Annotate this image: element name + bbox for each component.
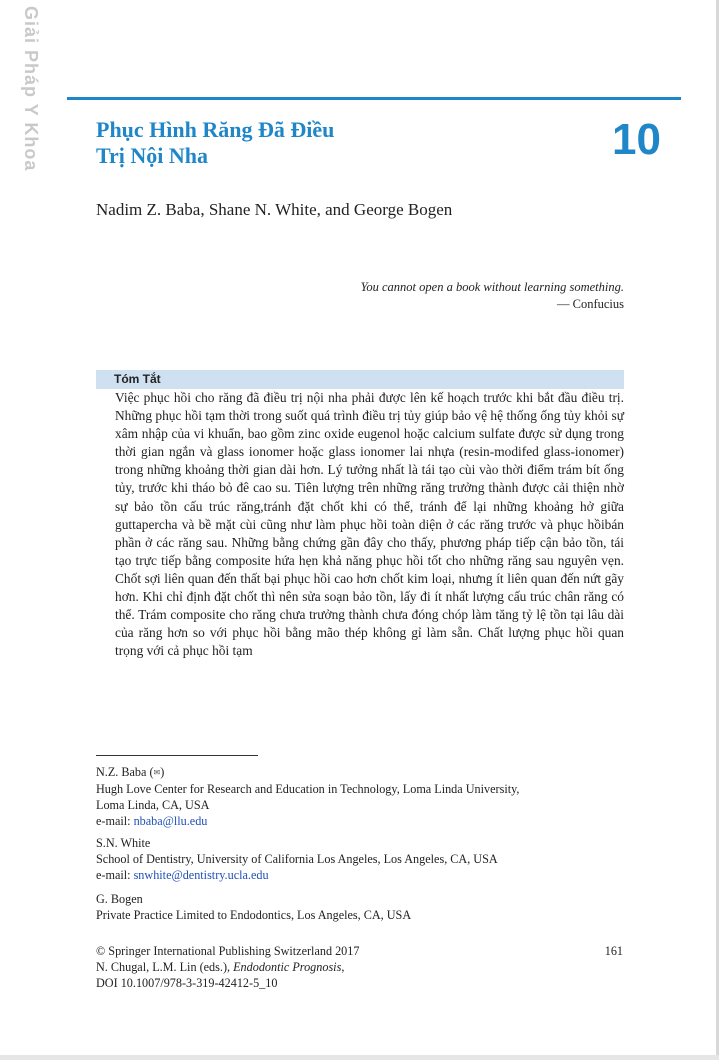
affiliation-institution: School of Dentistry, University of California Los Angeles, Los Angeles, CA, USA — [96, 852, 498, 866]
page-number: 161 — [604, 944, 623, 958]
chapter-title — [96, 117, 516, 169]
epigraph — [250, 279, 624, 313]
footnote-divider — [96, 755, 258, 756]
chapter-title-line-1: Phục Hình Răng Đã Điều — [96, 117, 335, 142]
affiliation-name: G. Bogen — [96, 892, 143, 906]
page-edge-bottom — [0, 1055, 719, 1060]
copyright-line: © Springer International Publishing Switzerland 2017 — [96, 944, 360, 958]
copyright-block — [96, 943, 636, 991]
abstract-heading: Tóm Tắt — [96, 370, 624, 389]
epigraph-quote: You cannot open a book without learning something. — [360, 280, 624, 294]
affiliation-white — [96, 835, 636, 883]
affiliation-bogen — [96, 891, 636, 923]
affiliation-email-line: e-mail: snwhite@dentistry.ucla.edu — [96, 868, 269, 882]
abstract-text: Việc phục hồi cho răng đã điều trị nội nha phải được lên kế hoạch trước khi bắt đầu điều trị. Những phục hồi tạm thời trong suốt quá trình điều trị tủy giúp bảo vệ hệ thống ống tủy khỏi sự xâm nhập của vi khuẩn, bao gồm zinc oxide eugenol hoặc calcium sulfate được sử dụng trong thời gian ngắn và glass ionomer hoặc glass ionomer lai nhựa (resin-modifed glass-ionomer) trong những khoảng thời gian dài hơn. Lý tưởng nhất là tái tạo cùi vào thời điểm trám bít ống tủy, trước khi tháo bỏ đê cao su. Tiên lượng trên những răng trưởng thành được cải thiện nhờ sự bảo tồn cấu trúc răng,tránh đặt chốt khi có thể, tránh để lại những khoảng hở giữa guttapercha và bề mặt cùi cũng như làm phục hồi toàn diện ở các răng trước và phục hồibán phần ở các răng sau. Những bằng chứng gần đây cho thấy, phương pháp tiếp cận bảo tồn, tái tạo trực tiếp bằng composite hứa hẹn khả năng phục hồi tốt cho những răng sau nguyên vẹn. Chốt sợi liên quan đến thất bại phục hồi cao hơn chốt kim loại, nhưng ít liên quan đến nứt gãy hơn. Khi chỉ định đặt chốt thì nên sửa soạn bảo tồn, lấy đi ít nhất lượng cấu trúc chân răng có thể. Trám composite cho răng chưa trưởng thành chưa đóng chóp làm tăng tỷ lệ tồn tại lâu dài của răng hơn so với phục hồi bằng mão thép không gỉ làm sẵn. Chất lượng phục hồi quan trọng với cả phục hồi tạm — [115, 390, 624, 659]
header-rule — [67, 97, 681, 100]
affiliation-email-line: e-mail: nbaba@llu.edu — [96, 814, 208, 829]
watermark-text: Giải Pháp Y Khoa — [21, 6, 41, 172]
affiliation-name: N.Z. Baba (✉) — [96, 764, 636, 781]
envelope-icon: ✉ — [153, 768, 161, 778]
epigraph-attribution: — Confucius — [556, 297, 624, 311]
email-link[interactable]: nbaba@llu.edu — [133, 814, 208, 829]
affiliation-institution: Private Practice Limited to Endodontics, Los Angeles, CA, USA — [96, 908, 412, 922]
doi-line[interactable]: DOI 10.1007/978-3-319-42412-5_10 — [96, 976, 278, 990]
affiliation-institution: Hugh Love Center for Research and Education in Technology, Loma Linda University, — [96, 782, 520, 797]
chapter-title-line-2: Trị Nội Nha — [96, 143, 209, 168]
editors-line: N. Chugal, L.M. Lin (eds.), Endodontic Prognosis, — [96, 960, 345, 974]
email-link[interactable]: snwhite@dentistry.ucla.edu — [133, 868, 269, 882]
book-title: Endodontic Prognosis — [233, 960, 342, 974]
chapter-number: 10 — [612, 115, 661, 164]
authors-line: Nadim Z. Baba, Shane N. White, and George Bogen — [96, 200, 453, 219]
affiliation-name: S.N. White — [96, 836, 151, 850]
affiliation-baba — [96, 764, 636, 829]
affiliation-location: Loma Linda, CA, USA — [96, 798, 210, 813]
